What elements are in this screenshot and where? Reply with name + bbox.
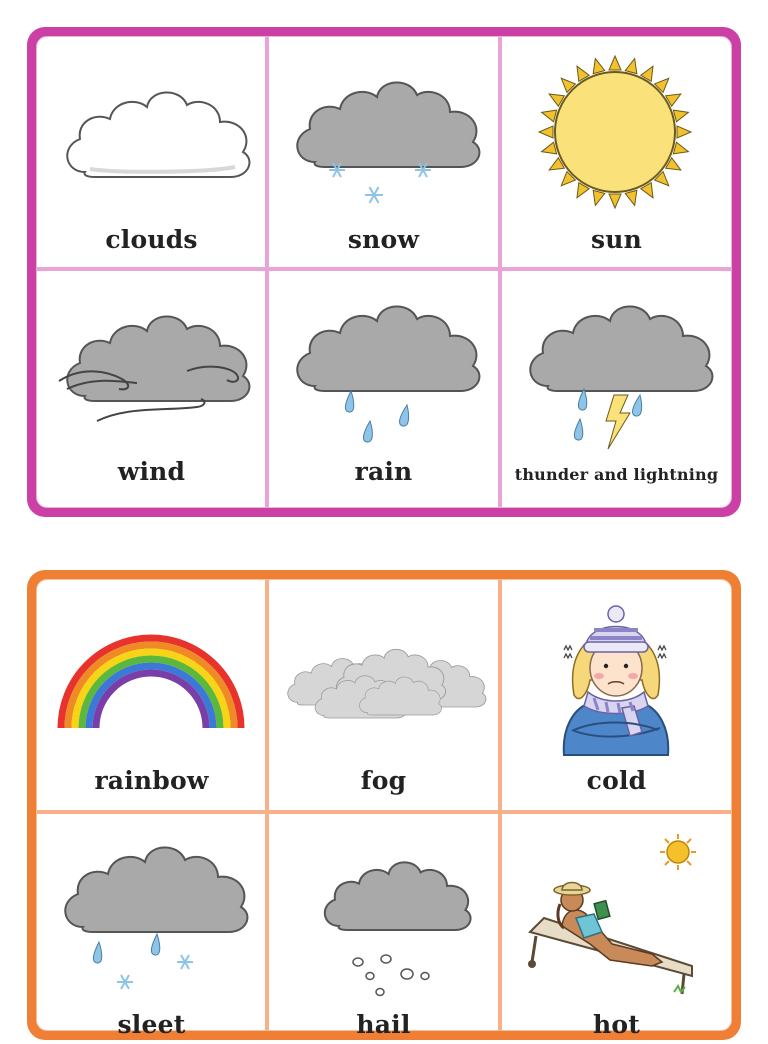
card-label: fog (360, 766, 407, 795)
sleet-cloud-icon (37, 814, 266, 1014)
card-rainbow[interactable] (37, 580, 266, 810)
wind-cloud-icon (37, 271, 266, 471)
card-fog[interactable] (269, 580, 498, 810)
card-label: clouds (105, 225, 198, 254)
snow-cloud-icon (269, 37, 498, 237)
card-label: hail (356, 1010, 411, 1039)
card-label: rainbow (94, 766, 209, 795)
card-wind[interactable] (37, 271, 266, 501)
card-label: snow (347, 225, 420, 254)
card-label: thunder and lightning (514, 465, 719, 484)
thunder-cloud-icon (502, 271, 731, 471)
rainbow-icon (37, 580, 266, 780)
cloud-icon (37, 37, 266, 237)
cold-person-icon (502, 580, 731, 780)
card-hot[interactable] (502, 814, 731, 1044)
hot-sunbather-icon (502, 814, 731, 1014)
sun-icon (502, 37, 731, 237)
rain-cloud-icon (269, 271, 498, 471)
card-label: sun (590, 225, 643, 254)
card-sleet[interactable] (37, 814, 266, 1044)
card-clouds[interactable] (37, 37, 266, 267)
card-snow[interactable] (269, 37, 498, 267)
card-label: wind (117, 457, 186, 486)
card-label: rain (354, 457, 413, 486)
card-label: hot (593, 1010, 640, 1039)
card-label: sleet (117, 1010, 186, 1039)
weather-board-top (27, 27, 741, 517)
card-rain[interactable] (269, 271, 498, 501)
board-top-inner (36, 36, 732, 508)
card-cold[interactable] (502, 580, 731, 810)
hail-cloud-icon (269, 814, 498, 1014)
board-bottom-inner (36, 579, 732, 1039)
weather-board-bottom (27, 570, 741, 1040)
fog-icon (269, 580, 498, 780)
card-thunder-and-lightning[interactable] (502, 271, 731, 501)
card-label: cold (586, 766, 647, 795)
card-hail[interactable] (269, 814, 498, 1044)
card-sun[interactable] (502, 37, 731, 267)
